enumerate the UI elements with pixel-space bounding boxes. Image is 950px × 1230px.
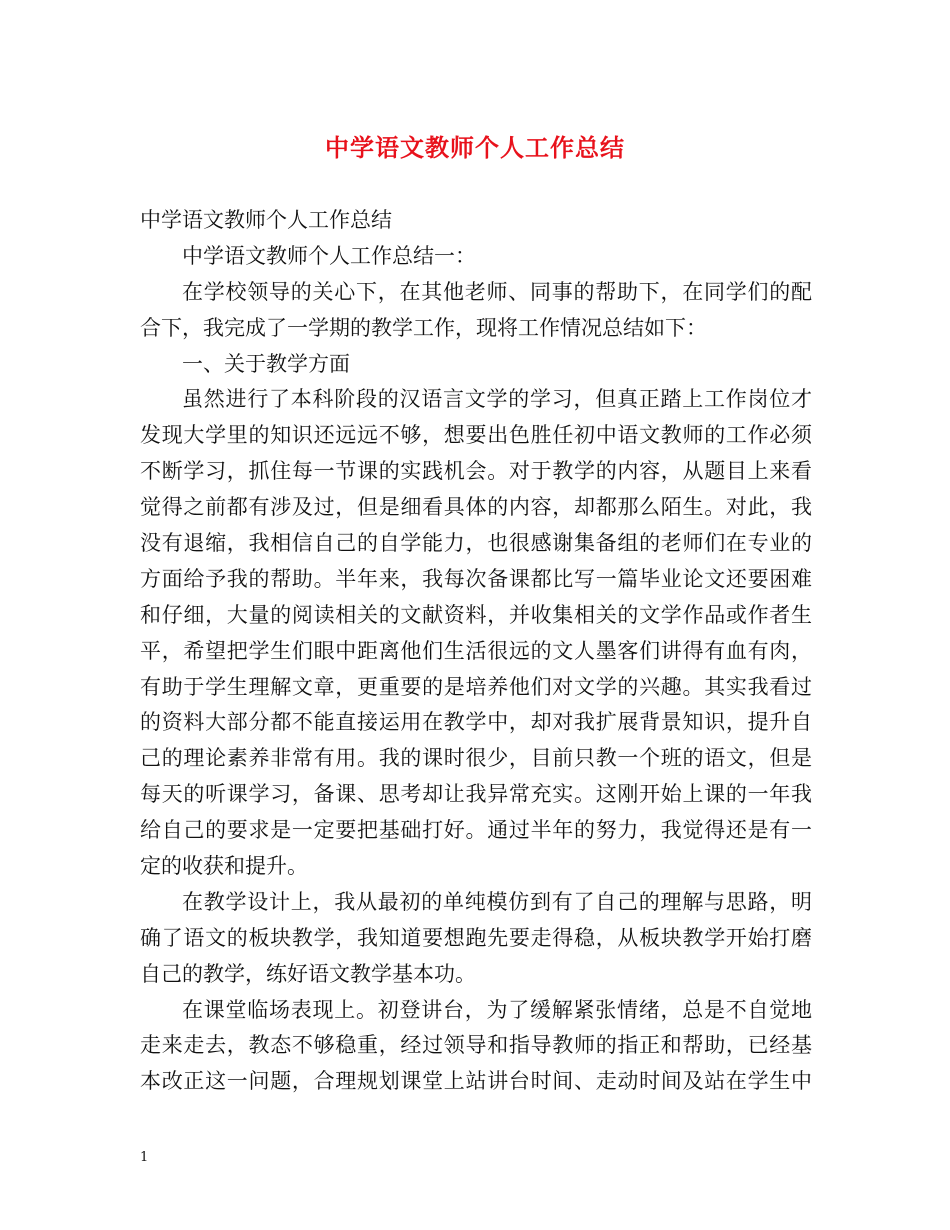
document-title: 中学语文教师个人工作总结 [325,133,625,162]
document-body [140,203,812,1100]
text-line: 不断学习，抓住每一节课的实践机会。对于教学的内容，从题目上来看 [140,459,812,484]
text-line: 每天的听课学习，备课、思考却让我异常充实。这刚开始上课的一年我 [140,782,812,807]
text-line: 本改正这一问题，合理规划课堂上站讲台时间、走动时间及站在学生中 [140,1069,812,1094]
text-line: 的资料大部分都不能直接运用在教学中，却对我扩展背景知识，提升自 [140,710,812,735]
text-line: 定的收获和提升。 [140,854,308,879]
text-line: 和仔细，大量的阅读相关的文献资料，并收集相关的文学作品或作者生 [140,602,812,627]
text-line: 没有退缩，我相信自己的自学能力，也很感谢集备组的老师们在专业的 [140,531,812,556]
text-line: 自己的教学，练好语文教学基本功。 [140,961,476,986]
text-line: 中学语文教师个人工作总结 [140,208,392,232]
text-line: 确了语文的板块教学，我知道要想跑先要走得稳，从板块教学开始打磨 [140,925,812,950]
text-line: 给自己的要求是一定要把基础打好。通过半年的努力，我觉得还是有一 [140,818,812,843]
text-line: 在课堂临场表现上。初登讲台，为了缓解紧张情绪，总是不自觉地 [182,997,812,1022]
page-number: 1 [140,1150,149,1165]
text-line: 走来走去，教态不够稳重，经过领导和指导教师的指正和帮助，已经基 [140,1033,812,1058]
text-line: 在学校领导的关心下，在其他老师、同事的帮助下，在同学们的配 [182,279,812,304]
text-line: 方面给予我的帮助。半年来，我每次备课都比写一篇毕业论文还要困难 [140,566,812,591]
text-line: 在教学设计上，我从最初的单纯模仿到有了自己的理解与思路，明 [182,889,812,914]
text-line: 发现大学里的知识还远远不够，想要出色胜任初中语文教师的工作必须 [140,423,812,448]
text-line: 合下，我完成了一学期的教学工作，现将工作情况总结如下： [140,315,707,340]
text-line: 有助于学生理解文章，更重要的是培养他们对文学的兴趣。其实我看过 [140,674,812,699]
text-line: 己的理论素养非常有用。我的课时很少，目前只教一个班的语文，但是 [140,746,812,771]
text-line: 平，希望把学生们眼中距离他们生活很远的文人墨客们讲得有血有肉， [140,638,812,663]
text-line: 一、关于教学方面 [182,351,350,376]
text-line: 觉得之前都有涉及过，但是细看具体的内容，却都那么陌生。对此，我 [140,495,812,520]
text-line: 中学语文教师个人工作总结一： [182,243,476,268]
text-line: 虽然进行了本科阶段的汉语言文学的学习，但真正踏上工作岗位才 [182,387,812,412]
